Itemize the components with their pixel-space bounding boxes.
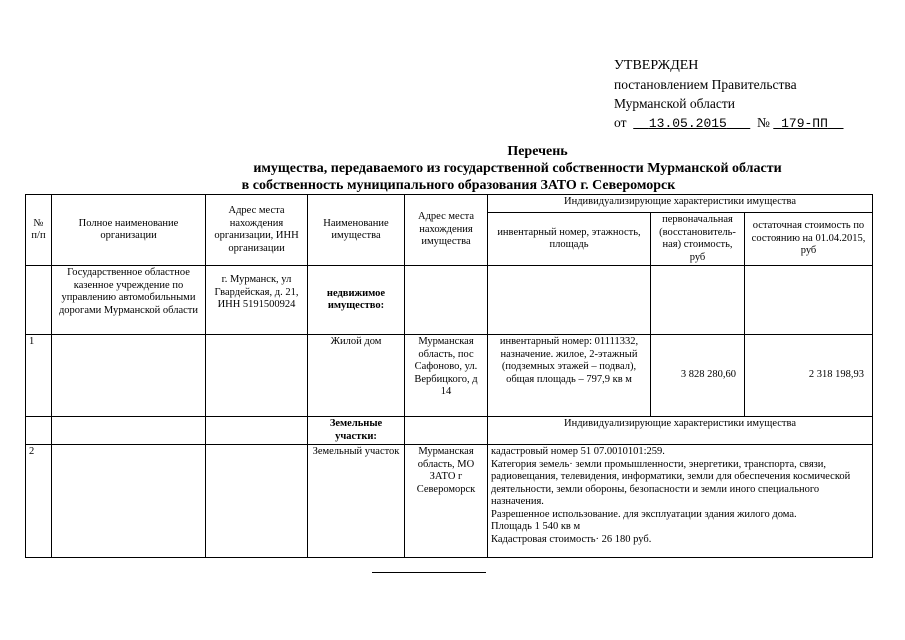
property-table xyxy=(25,194,873,558)
approval-date-line xyxy=(614,113,844,133)
header-residual-cost: остаточная стоимость по состоянию на 01.04.2015, руб xyxy=(745,213,873,266)
approval-number: 179-ПП xyxy=(781,116,828,131)
row1-residual-cost: 2 318 198,93 xyxy=(745,335,873,417)
header-initial-cost: первоначальная (восстановитель-ная) стоимость, руб xyxy=(651,213,745,266)
approval-line1: постановлением Правительства xyxy=(614,77,797,92)
land-characteristics-header: Индивидуализирующие характеристики имущества xyxy=(488,417,873,445)
row2-num: 2 xyxy=(26,445,52,558)
row2-details xyxy=(488,445,873,558)
org-address-cell: г. Мурманск, ул Гвардейская, д. 21, ИНН 5191500924 xyxy=(206,266,308,335)
header-org-name: Полное наименование организации xyxy=(52,195,206,266)
date-prefix: от xyxy=(614,115,627,130)
row2-category: Категория земель· земли промышленности, энергетики, транспорта, связи, радиовещания, телевидения, информатики, земли для обеспечения космической деятельности, земли обороны, безопасности и земли иного специального назначения. xyxy=(491,458,851,507)
row1-initial-cost: 3 828 280,60 xyxy=(651,335,745,417)
title-line1: Перечень xyxy=(507,144,568,159)
row2-area: Площадь 1 540 кв м xyxy=(491,521,581,532)
header-property-address: Адрес места нахождения имущества xyxy=(405,195,488,266)
footer-divider xyxy=(372,572,486,573)
section-land: Земельные участки: xyxy=(308,417,405,445)
row2-address: Мурманская область, МО ЗАТО г Североморск xyxy=(405,445,488,558)
empty-cell xyxy=(745,266,873,335)
header-property-name: Наименование имущества xyxy=(308,195,405,266)
org-row-num xyxy=(26,266,52,335)
empty-cell xyxy=(52,445,206,558)
header-characteristics: Индивидуализирующие характеристики имущества xyxy=(488,195,873,213)
title-line2: имущества, передаваемого из государственной собственности Мурманской области xyxy=(253,161,782,176)
number-prefix: № xyxy=(757,115,770,130)
empty-cell xyxy=(651,266,745,335)
header-inventory: инвентарный номер, этажность, площадь xyxy=(488,213,651,266)
empty-cell xyxy=(52,417,206,445)
row2-cadastral: кадастровый номер 51 07.0010101:259. xyxy=(491,446,665,457)
section-real-estate: недвижимое имущество: xyxy=(308,266,405,335)
row1-property-name: Жилой дом xyxy=(308,335,405,417)
row1-num: 1 xyxy=(26,335,52,417)
document-title xyxy=(0,143,905,194)
approval-heading: УТВЕРЖДЕН xyxy=(614,58,699,73)
row2-property-name: Земельный участок xyxy=(308,445,405,558)
empty-cell xyxy=(206,335,308,417)
empty-cell xyxy=(206,417,308,445)
empty-cell xyxy=(405,266,488,335)
empty-cell xyxy=(405,417,488,445)
empty-cell xyxy=(26,417,52,445)
row1-address: Мурманская область, пос Сафоново, ул. Вербицкого, д 14 xyxy=(405,335,488,417)
header-org-address: Адрес места нахождения организации, ИНН организации xyxy=(206,195,308,266)
row1-inventory: инвентарный номер: 01111332, назначение. жилое, 2-этажный (подземных этажей – подвал), общая площадь – 797,9 кв м xyxy=(488,335,651,417)
header-num: № п/п xyxy=(26,195,52,266)
row2-permitted-use: Разрешенное использование. для эксплуатации здания жилого дома. xyxy=(491,508,797,520)
approval-line2: Мурманской области xyxy=(614,96,735,111)
empty-cell xyxy=(52,335,206,417)
title-line3: в собственность муниципального образования ЗАТО г. Североморск xyxy=(241,178,676,193)
org-name-cell: Государственное областное казенное учреждение по управлению автомобильными дорогами Мурманской области xyxy=(52,266,206,335)
approval-block xyxy=(614,56,844,133)
empty-cell xyxy=(488,266,651,335)
row2-cadastral-value: Кадастровая стоимость· 26 180 руб. xyxy=(491,533,652,545)
approval-date: 13.05.2015 xyxy=(648,116,727,131)
empty-cell xyxy=(206,445,308,558)
